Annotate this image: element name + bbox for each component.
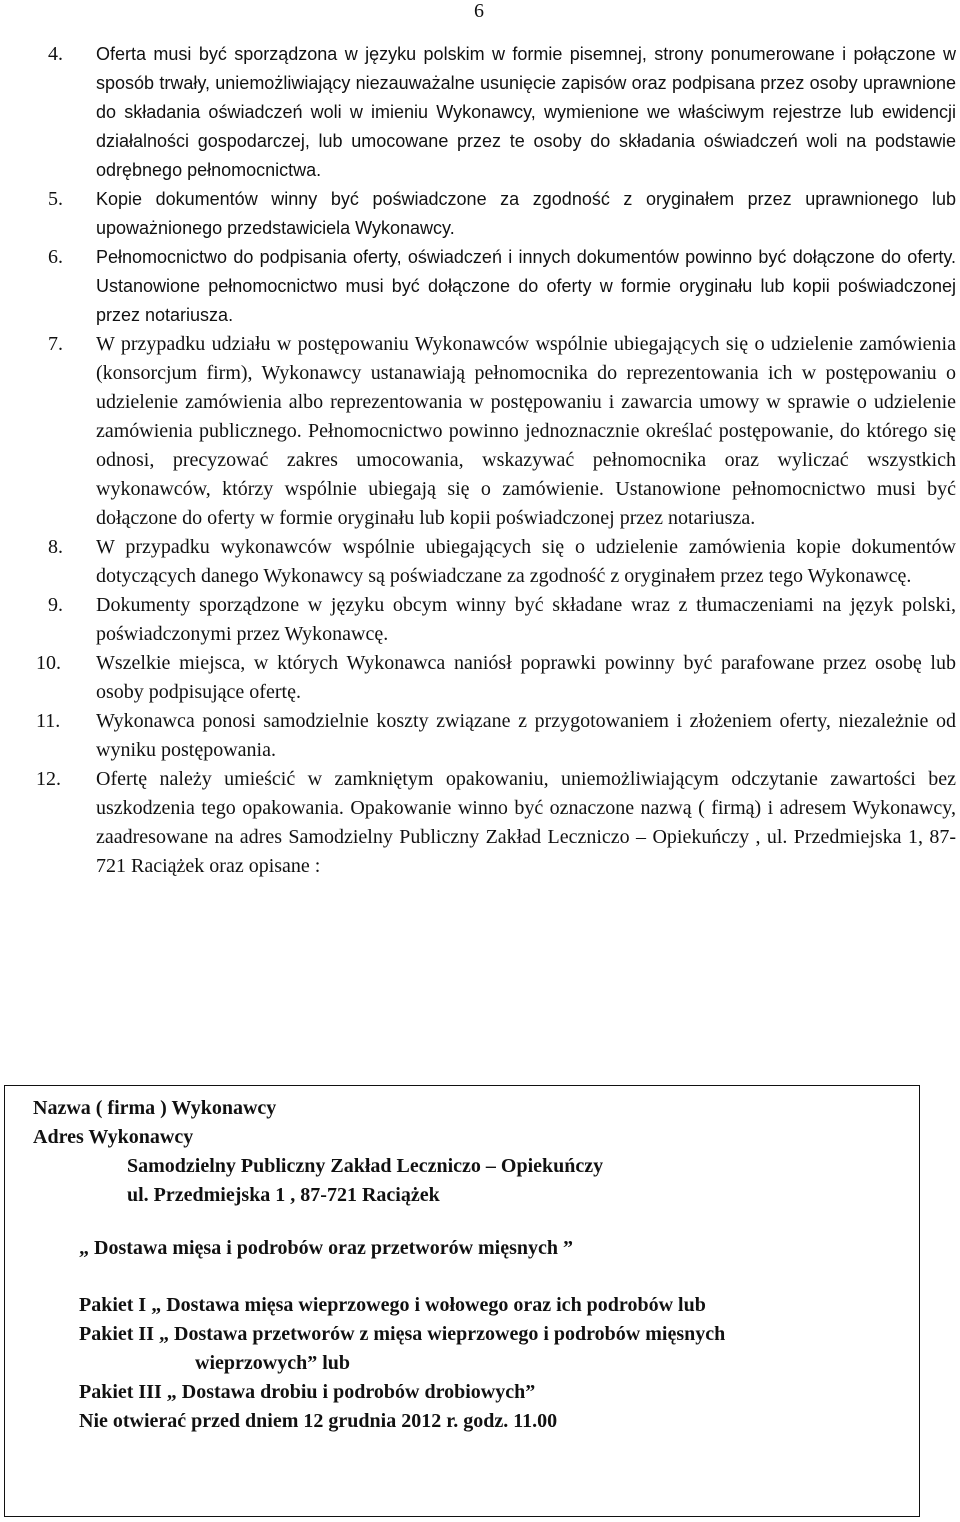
page-number: 6 (474, 0, 484, 22)
item-number: 8. (48, 536, 63, 558)
label-package-3: Pakiet III „ Dostawa drobiu i podrobów drobiowych” (79, 1381, 536, 1403)
item-text: W przypadku udziału w postępowaniu Wykonawców wspólnie ubiegających się o udzielenie zamówienia (konsorcjum firm), Wykonawcy ustanawiają pełnomocnika do reprezentowania ich w postępowaniu o udzielenie zamówienia albo reprezentowania w postępowaniu i zawarcia umowy w sprawie o udzielenie zamówienia publicznego. Pełnomocnictwo powinno jednoznacznie określać postępowanie, do którego się odnosi, precyzować zakres umocowania, wskazywać pełnomocnika oraz wyliczać wszystkich wykonawców, którzy wspólnie ubiegają się o zamówienie. Ustanowione pełnomocnictwo musi być dołączone do oferty w formie oryginału lub kopii poświadczonej przez notariusza. (96, 333, 956, 529)
item-text: Pełnomocnictwo do podpisania oferty, oświadczeń i innych dokumentów powinno być dołączone do oferty. Ustanowione pełnomocnictwo musi być dołączone do oferty w formie oryginału lub kopii poświadczonej przez notariusza. (96, 247, 956, 325)
label-package-1: Pakiet I „ Dostawa mięsa wieprzowego i wołowego oraz ich podrobów lub (79, 1294, 706, 1316)
item-number: 5. (48, 188, 63, 210)
list-item (0, 649, 960, 707)
label-contractor-address: Adres Wykonawcy (33, 1126, 194, 1148)
list-item (0, 40, 960, 185)
label-recipient-street: ul. Przedmiejska 1 , 87-721 Raciążek (127, 1184, 440, 1206)
item-text: Wszelkie miejsca, w których Wykonawca naniósł poprawki powinny być parafowane przez osobę lub osoby podpisujące ofertę. (96, 652, 956, 703)
label-contractor-name: Nazwa ( firma ) Wykonawcy (33, 1097, 277, 1119)
item-text: Ofertę należy umieścić w zamkniętym opakowaniu, uniemożliwiającym odczytanie zawartości bez uszkodzenia tego opakowania. Opakowanie winno być oznaczone nazwą ( firmą) i adresem Wykonawcy, zaadresowane na adres Samodzielny Publiczny Zakład Leczniczo – Opiekuńczy , ul. Przedmiejska 1, 87-721 Raciążek oraz opisane : (96, 768, 956, 877)
list-item (0, 707, 960, 765)
item-text: Oferta musi być sporządzona w języku polskim w formie pisemnej, strony ponumerowane i połączone w sposób trwały, uniemożliwiający niezauważalne usunięcie zapisów oraz podpisana przez osoby uprawnione do składania oświadczeń woli w imieniu Wykonawcy, wymienione we właściwym rejestrze lub ewidencji działalności gospodarczej, lub umocowane przez te osoby do składania oświadczeń woli na podstawie odrębnego pełnomocnictwa. (96, 44, 956, 180)
list-item (0, 330, 960, 533)
list-item (0, 243, 960, 330)
list-item (0, 185, 960, 243)
item-text: W przypadku wykonawców wspólnie ubiegających się o udzielenie zamówienia kopie dokumentów dotyczących danego Wykonawcy są poświadczane za zgodność z oryginałem przez tego Wykonawcę. (96, 536, 956, 587)
item-number: 6. (48, 246, 63, 268)
label-tender-subject: „ Dostawa mięsa i podrobów oraz przetworów mięsnych ” (79, 1237, 574, 1259)
list-item (0, 533, 960, 591)
item-text: Kopie dokumentów winny być poświadczone za zgodność z oryginałem przez uprawnionego lub upoważnionego przedstawiciela Wykonawcy. (96, 189, 956, 238)
item-number: 12. (36, 768, 61, 790)
item-number: 10. (36, 652, 61, 674)
list-item (0, 765, 960, 881)
label-do-not-open: Nie otwierać przed dniem 12 grudnia 2012 r. godz. 11.00 (79, 1410, 558, 1432)
list-item (0, 591, 960, 649)
item-number: 11. (36, 710, 61, 732)
item-text: Dokumenty sporządzone w języku obcym winny być składane wraz z tłumaczeniami na język polski, poświadczonymi przez Wykonawcę. (96, 594, 956, 645)
item-text: Wykonawca ponosi samodzielnie koszty związane z przygotowaniem i złożeniem oferty, niezależnie od wyniku postępowania. (96, 710, 956, 761)
numbered-list (0, 40, 960, 881)
label-recipient-name: Samodzielny Publiczny Zakład Leczniczo – Opiekuńczy (127, 1155, 604, 1177)
item-number: 7. (48, 333, 63, 355)
label-package-2-cont: wieprzowych” lub (195, 1352, 350, 1374)
label-package-2: Pakiet II „ Dostawa przetworów z mięsa wieprzowego i podrobów mięsnych (79, 1323, 726, 1345)
item-number: 4. (48, 43, 63, 65)
item-number: 9. (48, 594, 63, 616)
envelope-label-box (4, 1085, 920, 1517)
